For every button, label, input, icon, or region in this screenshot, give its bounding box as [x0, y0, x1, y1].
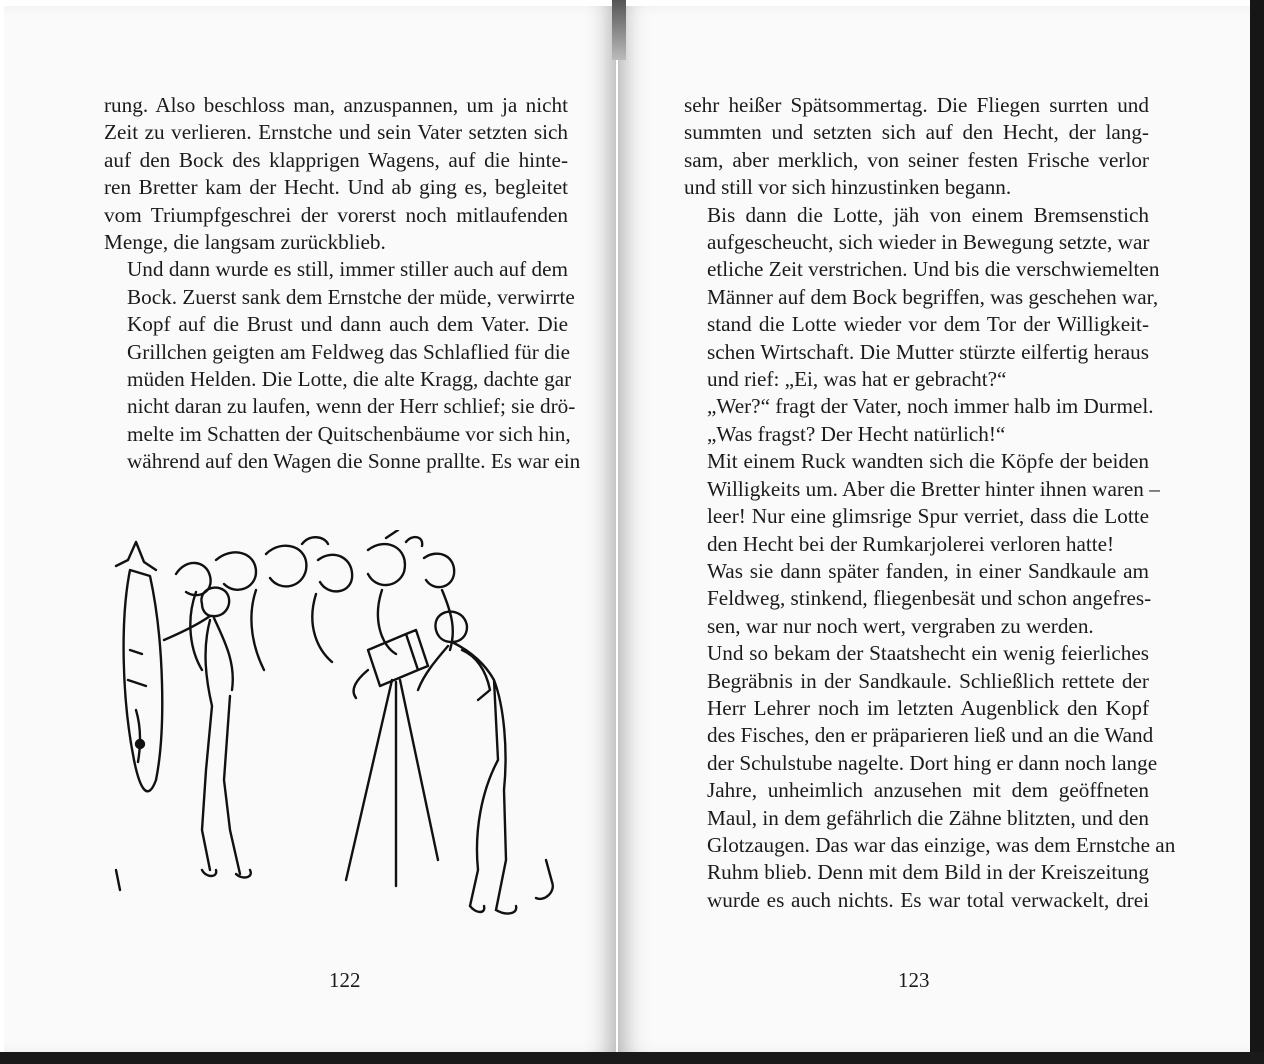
paragraph [684, 558, 1152, 640]
page-edge-bottom [0, 1052, 1264, 1064]
text-line: Glotzaugen. Das war das einzige, was dem Ernstche an [707, 832, 1176, 857]
text-line: der Schulstube nagelte. Dort hing er dann noch lange [707, 750, 1158, 775]
text-line: wurde es auch nichts. Es war total verwackelt, drei [707, 887, 1149, 912]
paragraph [104, 256, 581, 475]
text-line: Männer auf dem Bock begriffen, was geschehen war, [707, 284, 1159, 309]
text-line: Bock. Zuerst sank dem Ernstche der müde, verwirrte [127, 284, 575, 309]
text-line: leer! Nur eine glimsrige Spur verriet, dass die Lotte [707, 504, 1149, 529]
text-line: Was sie dann später fanden, in einer Sandkaule am [707, 558, 1149, 583]
text-line: Und so bekam der Staatshecht ein wenig feierliches [707, 641, 1149, 666]
text-line: Begräbnis in der Sandkaule. Schließlich rettete der [707, 668, 1149, 693]
camera-tripod [368, 630, 428, 686]
text-line: Herr Lehrer noch im letzten Augenblick den Kopf [707, 695, 1149, 720]
text-line: Menge, die langsam zurückblieb. [104, 230, 386, 255]
text-line: Ruhm blieb. Denn mit dem Bild in der Kreiszeitung [707, 860, 1149, 885]
paragraph [684, 202, 1160, 394]
text-line: und still vor sich hinzustinken begann. [684, 175, 1012, 200]
book-gutter [612, 0, 626, 60]
illustration-crowd-photographer [106, 530, 576, 920]
text-line: schen Wirtschaft. Die Mutter stürzte eilfertig heraus [707, 339, 1149, 364]
text-line: Willigkeits um. Aber die Bretter hinter ihnen waren – [707, 476, 1160, 501]
text-line: müden Helden. Die Lotte, die alte Kragg, dachte gar [127, 367, 572, 392]
paragraph [684, 393, 1154, 420]
text-line: Grillchen geigten am Feldweg das Schlaflied für die [127, 339, 571, 364]
text-line: und rief: „Ei, was hat er gebracht?“ [707, 367, 1007, 392]
text-line: während auf den Wagen die Sonne prallte. Es war ein [127, 449, 581, 474]
page-number-right: 123 [898, 968, 930, 992]
paragraph [104, 92, 568, 256]
man-with-fish [201, 588, 229, 617]
paragraph [684, 640, 1176, 914]
text-line: des Fisches, den er präparieren ließ und an die Wand [707, 723, 1154, 748]
paragraph [684, 92, 1149, 202]
page-edge-right [1250, 0, 1264, 1064]
text-line: sehr heißer Spätsommertag. Die Fliegen surrten und [684, 93, 1149, 117]
left-page-text [104, 92, 581, 476]
text-line: rung. Also beschloss man, anzuspannen, um ja nicht [104, 93, 568, 117]
text-line: ren Bretter kam der Hecht. Und ab ging es, begleitet [104, 175, 568, 200]
text-line: aufgescheucht, sich wieder in Bewegung setzte, war [707, 230, 1150, 255]
text-line: Bis dann die Lotte, jäh von einem Bremsenstich [707, 202, 1149, 227]
text-line: Zeit zu verlieren. Ernstche und sein Vater setzten sich [104, 120, 568, 145]
text-line: etliche Zeit verstrichen. Und bis die verschwiemelten [707, 257, 1160, 282]
paragraph [684, 448, 1160, 558]
paragraph [684, 421, 1149, 448]
text-line: Maul, in dem gefährlich die Zähne blitzten, und den [707, 805, 1149, 830]
text-line: Jahre, unheimlich anzusehen mit dem geöffneten [707, 778, 1149, 803]
text-line: sam, aber merklich, von seiner festen Frische verlor [684, 147, 1149, 172]
text-line: summten und setzten sich auf den Hecht, der lang- [684, 120, 1149, 145]
text-line: auf den Bock des klapprigen Wagens, auf die hinte- [104, 147, 568, 172]
page-number-left: 122 [329, 968, 361, 992]
text-line: nicht daran zu laufen, wenn der Herr schlief; sie drö- [127, 394, 576, 419]
text-line: vom Triumpfgeschrei der vorerst noch mitlaufenden [104, 202, 568, 227]
text-line: Feldweg, stinkend, fliegenbesät und schon angefres- [707, 586, 1152, 611]
text-line: stand die Lotte wieder vor dem Tor der Willigkeit- [707, 312, 1149, 337]
text-line: melte im Schatten der Quitschenbäume vor sich hin, [127, 421, 571, 446]
text-line: den Hecht bei der Rumkarjolerei verloren hatte! [707, 531, 1115, 556]
text-line: Kopf auf die Brust und dann auch dem Vater. Die [127, 312, 568, 337]
text-line: „Was fragst? Der Hecht natürlich!“ [707, 421, 1006, 446]
right-page-text [684, 92, 1176, 914]
text-line: sen, war nur noch wert, vergraben zu werden. [707, 613, 1094, 638]
text-line: „Wer?“ fragt der Vater, noch immer halb im Durmel. [707, 394, 1154, 419]
text-line: Mit einem Ruck wandten sich die Köpfe der beiden [707, 449, 1149, 474]
text-line: Und dann wurde es still, immer stiller auch auf dem [127, 257, 568, 282]
